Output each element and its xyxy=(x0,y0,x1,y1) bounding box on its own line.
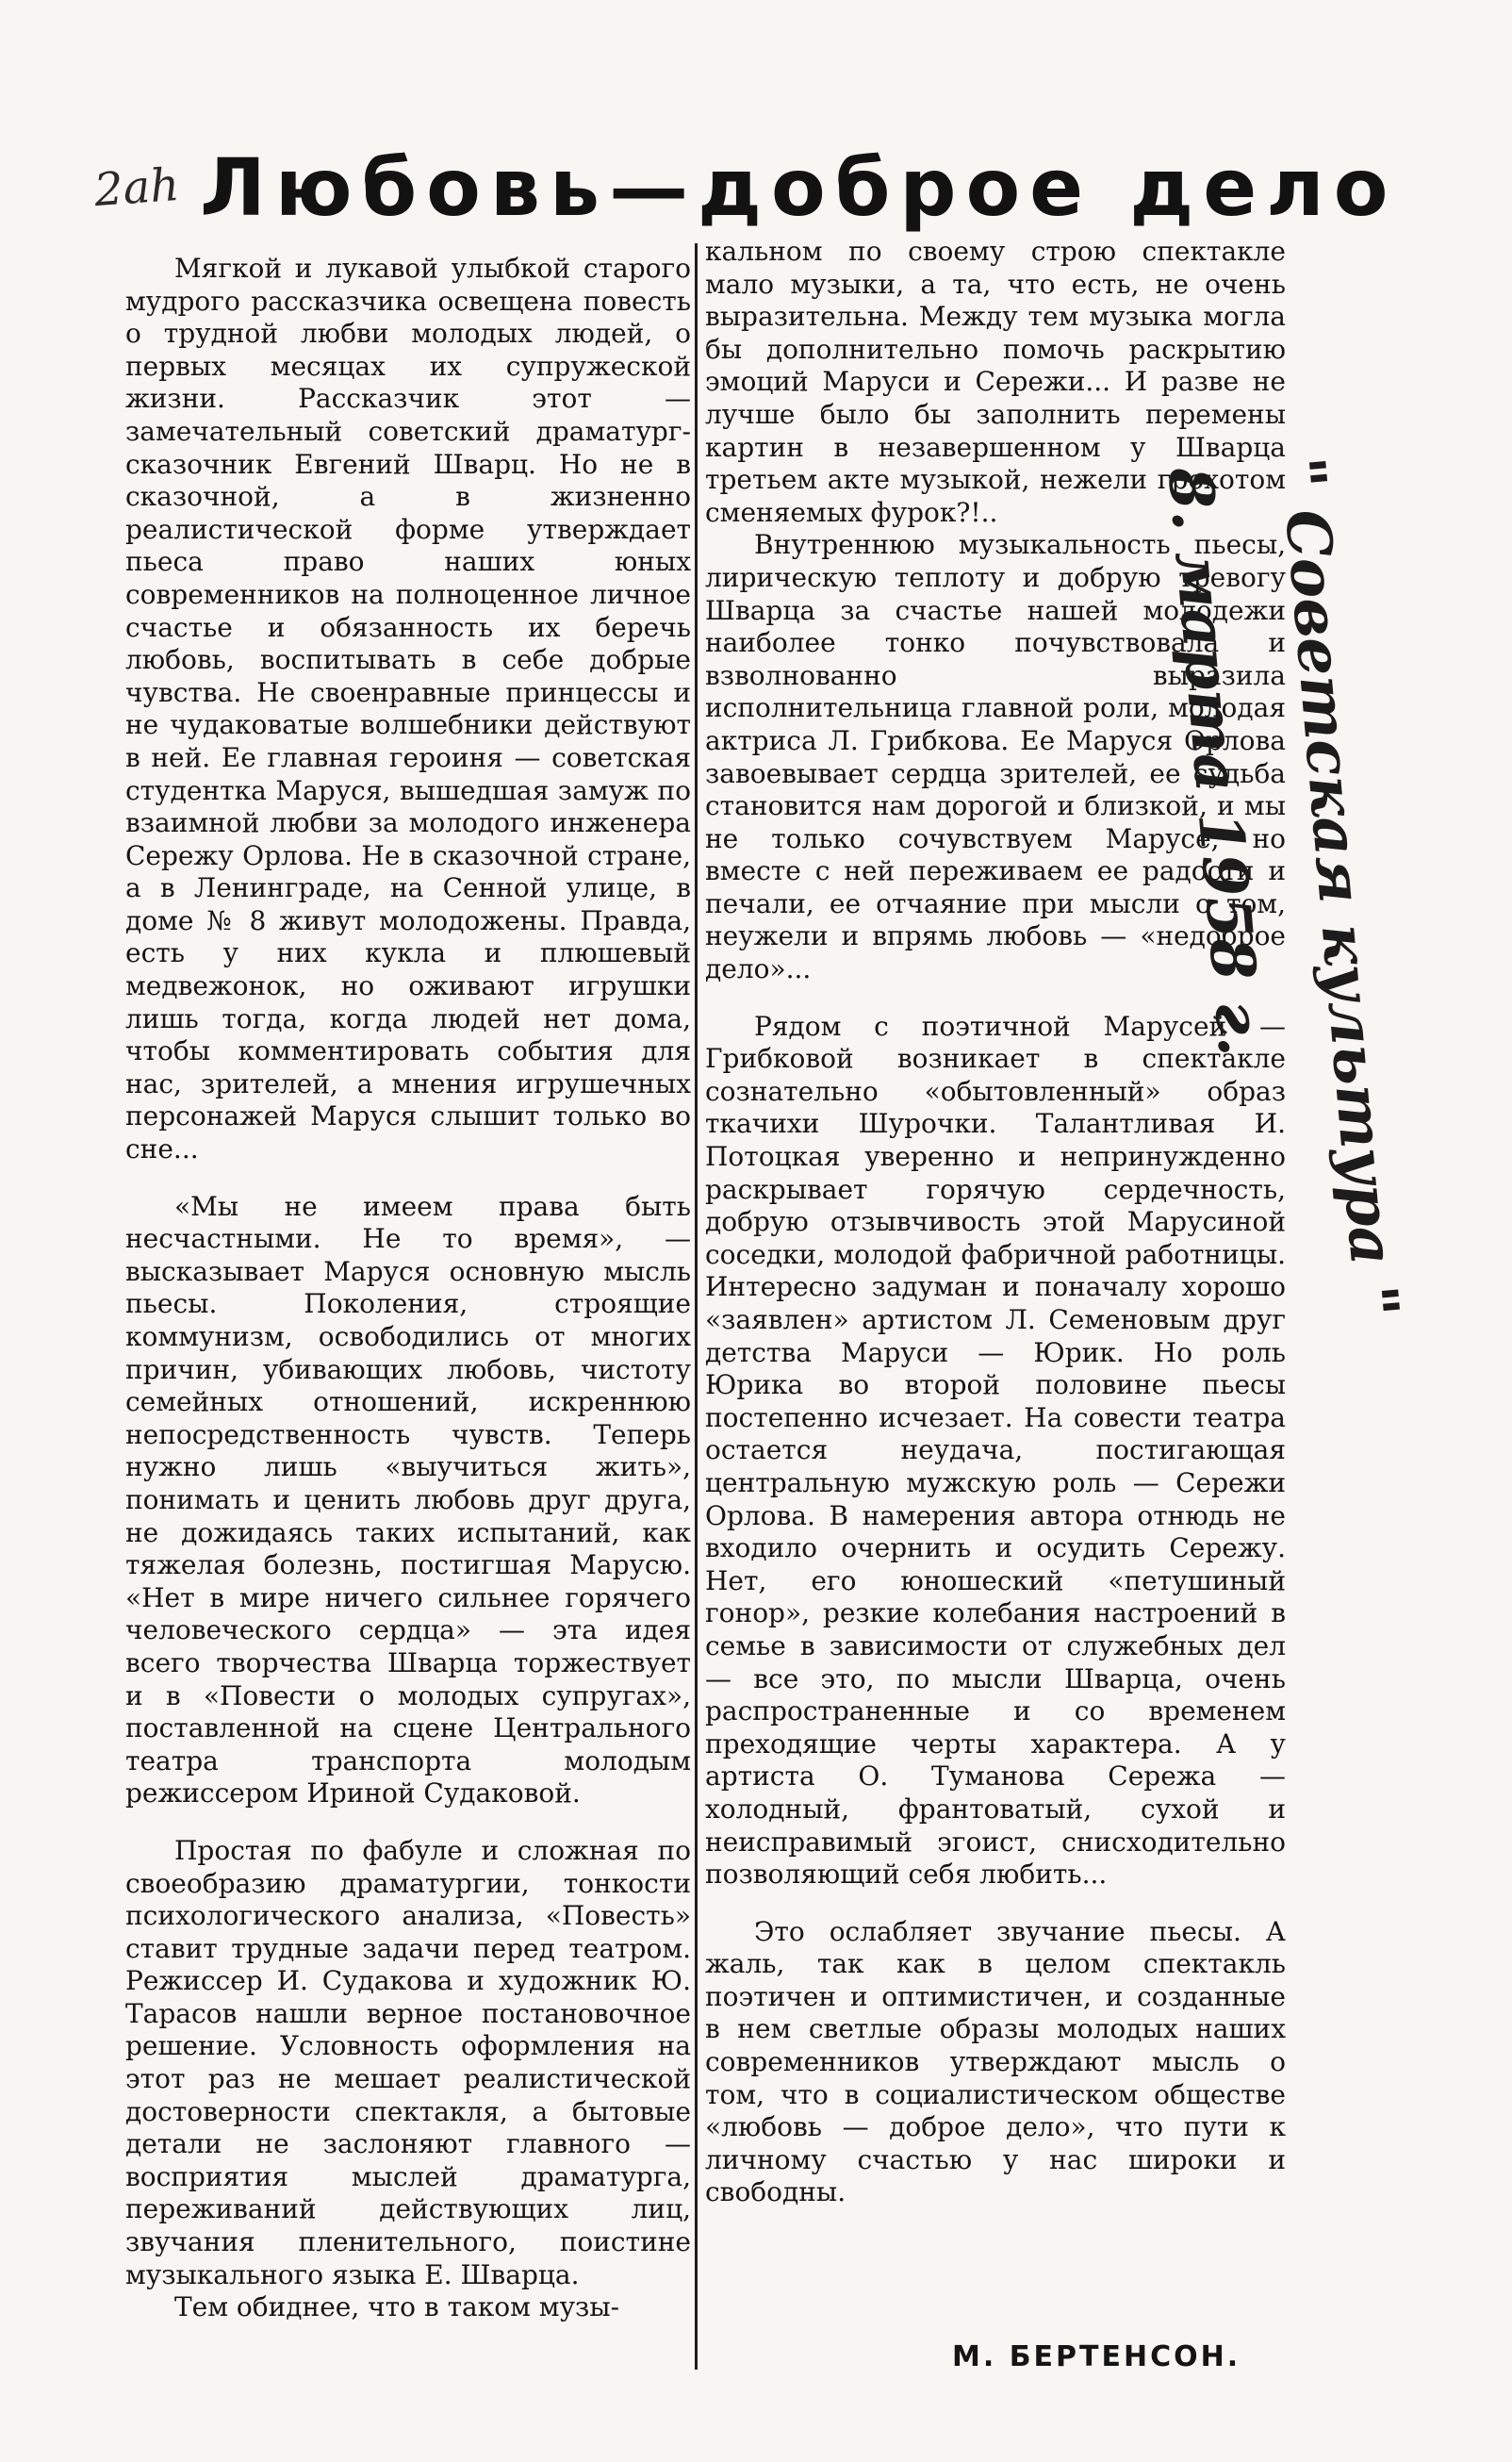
paragraph: Это ослабляет звучание пьесы. А жаль, так как в целом спектакль поэтичен и оптимистичен, и созданные в нем светлые образы молодых наших современников утверждают мысль о том, что в социалистическом обществе «любовь — доброе дело», что пути к личному счастью у нас широки и свободны. xyxy=(705,1915,1286,2208)
paragraph: Простая по фабуле и сложная по своеобразию драматургии, тонкости психологического анализа, «Повесть» ставит трудные задачи перед театром. Режиссер И. Судакова и художник Ю. Тарасов нашли верное постановочное решение. Условность оформления на этот раз не мешает реалистической достоверности спектакля, а бытовые детали не заслоняют главного — восприятия мыслей драматурга, переживаний действующих лиц, звучания пленительного, поистине музыкального языка Е. Шварца. xyxy=(125,1834,691,2290)
paragraph: кальном по своему строю спектакле мало музыки, а та, что есть, не очень выразительна. Между тем музыка могла бы дополнительно помочь раскрытию эмоций Маруси и Сережи... И разве не лучше было бы заполнить перемены картин в незавершенном у Шварца третьем акте музыкой, нежели грохотом сменяемых фурок?!.. xyxy=(705,236,1286,528)
column-divider xyxy=(695,243,698,2370)
paragraph: Рядом с поэтичной Марусей — Грибковой возникает в спектакле сознательно «обытовленный» образ ткачихи Шурочки. Талантливая И. Потоцкая уверенно и непринужденно раскрывает горячую сердечность, добрую отзывчивость этой Марусиной соседки, молодой фабричной работницы. Интересно задуман и поначалу хорошо «заявлен» артистом Л. Семеновым друг детства Маруси — Юрик. Но роль Юрика во второй половине пьесы постепенно исчезает. На совести театра остается неудача, постигающая центральную мужскую роль — Сережи Орлова. В намерения автора отнюдь не входило очернить и осудить Сережу. Нет, его юношеский «петушиный гонор», резкие колебания настроений в семье в зависимости от служебных дел — все это, по мысли Шварца, очень распространенные и со временем преходящие черты характера. А у артиста О. Туманова Сережа — холодный, франтоватый, сухой и неисправимый эгоист, снисходительно позволяющий себя любить... xyxy=(705,1010,1286,1891)
paragraph: Внутреннюю музыкальность пьесы, лирическую теплоту и добрую тревогу Шварца за счастье нашей молодежи наиболее тонко почувствовала и взволнованно выразила исполнительница главной роли, молодая актриса Л. Грибкова. Ее Маруся Орлова завоевывает сердца зрителей, ее судьба становится нам дорогой и близкой, и мы не только сочувствуем Марусе, но вместе с ней переживаем ее радости и печали, ее отчаяние при мысли о том, неужели и впрямь любовь — «недоброе дело»... xyxy=(705,529,1286,985)
handwritten-date: 8. марта 1958 г. xyxy=(1153,464,1276,1059)
paragraph: Мягкой и лукавой улыбкой старого мудрого рассказчика освещена повесть о трудной любви молодых людей, о первых месяцах их супружеской жизни. Рассказчик этот — замечательный советский драматург-сказочник Евгений Шварц. Но не в сказочной, а в жизненно реалистической форме утверждает пьеса право наших юных современников на полноценное личное счастье и обязанность их беречь любовь, воспитывать в себе добрые чувства. Не своенравные принцессы и не чудаковатые волшебники действуют в ней. Ее главная героиня — советская студентка Маруся, вышедшая замуж по взаимной любви за молодого инженера Сережу Орлова. Не в сказочной стране, а в Ленинграде, на Сенной улице, в доме № 8 живут молодожены. Правда, есть у них кукла и плюшевый медвежонок, но оживают игрушки лишь тогда, когда людей нет дома, чтобы комментировать события для нас, зрителей, а мнения игрушечных персонажей Маруся слышит только во сне... xyxy=(125,253,691,1165)
handwritten-mark: 2ah xyxy=(92,157,181,218)
headline xyxy=(94,141,1397,234)
handwritten-newspaper-name: " Советская культура " xyxy=(1266,454,1412,1321)
paragraph: «Мы не имеем права быть несчастными. Не то время», — высказывает Маруся основную мысль пьесы. Поколения, строящие коммунизм, освободились от многих причин, убивающих любовь, чистоту семейных отношений, искреннюю непосредственность чувств. Теперь нужно лишь «выучиться жить», понимать и ценить любовь друг друга, не дожидаясь таких испытаний, как тяжелая болезнь, постигшая Марусю. «Нет в мире ничего сильнее горячего человеческого сердца» — эта идея всего творчества Шварца торжествует и в «Повести о молодых супругах», поставленной на сцене Центрального театра транспорта молодым режиссером Ириной Судаковой. xyxy=(125,1190,691,1809)
author-signature: М. БЕРТЕНСОН. xyxy=(952,2340,1241,2373)
article-title: Любовь—доброе дело xyxy=(200,141,1398,234)
article-left-column xyxy=(125,253,691,2324)
paragraph: Тем обиднее, что в таком музы- xyxy=(174,2291,620,2323)
